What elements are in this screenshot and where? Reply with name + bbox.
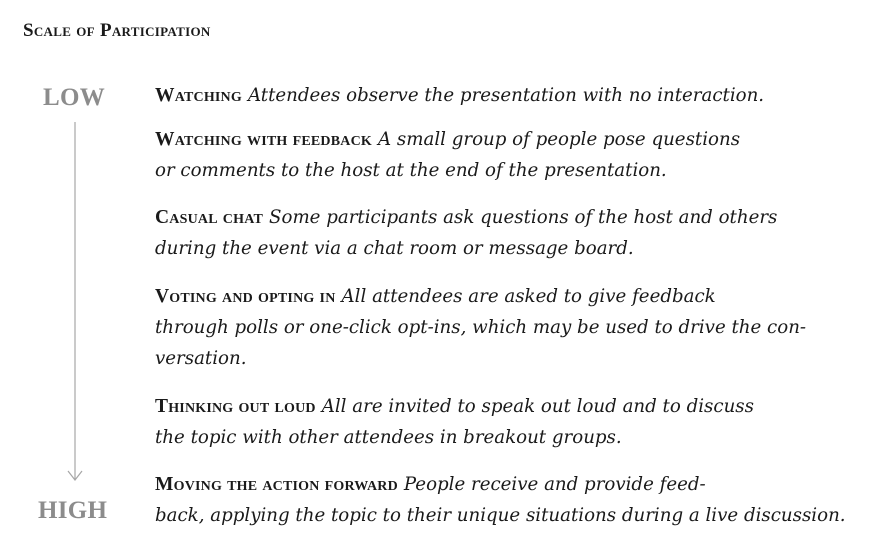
- level-name: Moving the action forward: [155, 474, 398, 495]
- level-description: All attendees are asked to give feedback: [341, 286, 716, 307]
- level-description: back, applying the topic to their unique situations during a live discussion.: [155, 505, 846, 526]
- level-description: All are invited to speak out loud and to discuss: [321, 396, 754, 417]
- level-watching-with-feedback: [155, 124, 855, 186]
- level-description: People receive and provide feed-: [403, 474, 706, 495]
- page-title: Scale of Participation: [23, 20, 211, 41]
- level-description: A small group of people pose questions: [377, 129, 741, 150]
- level-name: Voting and opting in: [155, 286, 336, 307]
- level-description: during the event via a chat room or message board.: [155, 238, 634, 259]
- level-description: Attendees observe the presentation with no interaction.: [247, 85, 765, 106]
- arrow-down-icon: [63, 122, 87, 484]
- level-description: versation.: [155, 348, 247, 369]
- scale-high-label: HIGH: [38, 497, 108, 524]
- level-name: Thinking out loud: [155, 396, 316, 417]
- level-name: Watching with feedback: [155, 129, 372, 150]
- level-description: Some participants ask questions of the host and others: [269, 207, 778, 228]
- level-thinking-out-loud: [155, 391, 855, 453]
- level-watching: [155, 80, 855, 111]
- level-description: or comments to the host at the end of the presentation.: [155, 160, 667, 181]
- level-name: Watching: [155, 85, 242, 106]
- level-name: Casual chat: [155, 207, 264, 228]
- level-description: through polls or one-click opt-ins, which may be used to drive the con-: [155, 317, 807, 338]
- level-moving-the-action-forward: [155, 469, 855, 531]
- level-description: the topic with other attendees in breakout groups.: [155, 427, 622, 448]
- level-voting-and-opting-in: [155, 281, 855, 374]
- level-casual-chat: [155, 202, 855, 264]
- scale-low-label: LOW: [43, 84, 106, 111]
